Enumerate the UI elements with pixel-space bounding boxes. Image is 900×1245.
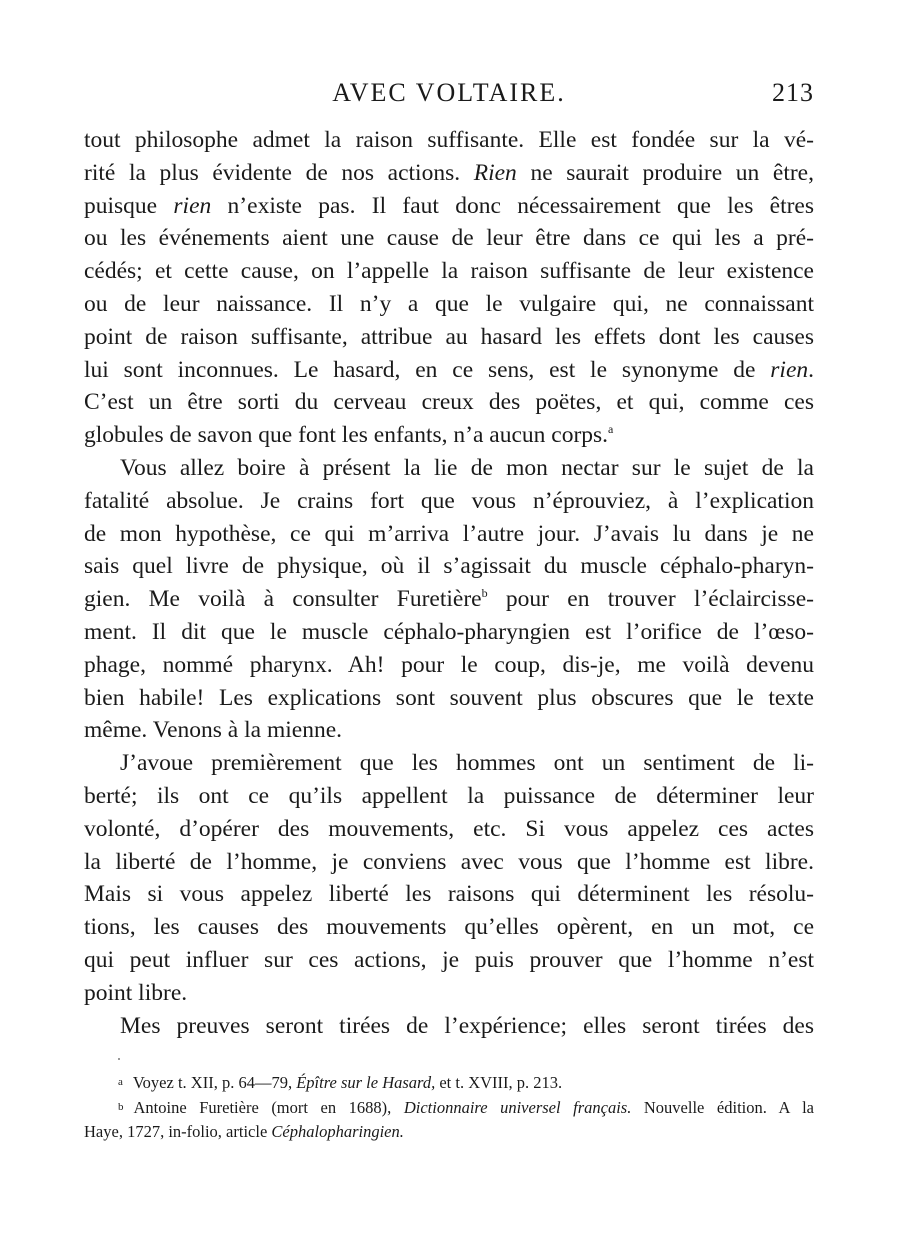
text-line: ou les événements aient une cause de leur être dans ce qui les a pré- (84, 225, 814, 252)
text-line: phage, nommé pharynx. Ah! pour le coup, dis-je, me voilà devenu (84, 651, 814, 678)
text-line: tout philosophe admet la raison suffisante. Elle est fondée sur la vé- (84, 127, 814, 153)
text-line: Vous allez boire à présent la lie de mon nectar sur le sujet de la (120, 454, 814, 481)
text-line: puisque rien n’existe pas. Il faut donc nécessairement que les êtres (84, 192, 815, 219)
footnote-a (84, 1070, 814, 1095)
text-line: sais quel livre de physique, où il s’agissait du muscle céphalo-pharyn- (84, 553, 814, 580)
footnote-b (84, 1095, 814, 1120)
footnote-separator-dot (118, 1058, 120, 1060)
running-title: AVEC VOLTAIRE. (332, 78, 566, 107)
footnote-title: Dictionnaire universel français. (403, 1098, 632, 1117)
text-line: cédés; et cette cause, on l’appelle la raison suffisante de leur existence (84, 258, 814, 285)
text-line: Mais si vous appelez liberté les raisons qui déterminent les résolu- (84, 881, 814, 908)
text-line-content: pour en trouver l’éclaircisse- (487, 586, 814, 613)
italic-word: rien (770, 356, 809, 383)
italic-word: rien (173, 192, 212, 219)
text-line: ou de leur naissance. Il n’y a que le vulgaire qui, ne connaissant (84, 290, 814, 317)
text-line-content: gien. Me voilà à consulter Furetière (84, 586, 482, 613)
footnote-text: et t. XVIII, p. 213. (435, 1073, 563, 1092)
text-line: rité la plus évidente de nos actions. Rien ne saurait produire un être, (84, 159, 814, 186)
footnote-text: Haye, 1727, in-folio, article (84, 1122, 272, 1141)
text-line: Mes preuves seront tirées de l’expérience; elles seront tirées des (120, 1012, 814, 1039)
text-line: fatalité absolue. Je crains fort que vous n’éprouviez, à l’explication (84, 487, 814, 514)
footnotes (84, 1070, 814, 1144)
text-line: bien habile! Les explications sont souvent plus obscures que le texte (84, 684, 814, 711)
text-line: même. Venons à la mienne. (84, 717, 342, 744)
text-line: qui peut influer sur ces actions, je puis prouver que l’homme n’est (84, 946, 814, 973)
text-line: J’avoue premièrement que les hommes ont un sentiment de li- (120, 750, 814, 777)
note-ref-a: a (608, 422, 614, 437)
note-ref-b: b (481, 586, 488, 601)
text-line: point de raison suffisante, attribue au hasard les effets dont les causes (84, 323, 814, 350)
paragraph-2 (84, 452, 814, 747)
paragraph-4 (84, 1010, 814, 1043)
text-line-content: globules de savon que font les enfants, n’a aucun corps. (84, 422, 609, 449)
text-line: de mon hypothèse, ce qui m’arriva l’autre jour. J’avais lu dans je ne (84, 520, 814, 547)
paragraph-1 (84, 124, 814, 452)
footnote-text: Nouvelle édition. A la (631, 1098, 814, 1117)
italic-word: Rien (473, 159, 517, 186)
text-line: volonté, d’opérer des mouvements, etc. Si vous appelez ces actes (84, 815, 814, 842)
text-line: point libre. (84, 979, 188, 1006)
footnote-text: Antoine Furetière (mort en 1688), (133, 1098, 404, 1117)
text-line: berté; ils ont ce qu’ils appellent la puissance de déterminer leur (84, 782, 814, 809)
text-line: lui sont inconnues. Le hasard, en ce sens, est le synonyme de rien. (84, 356, 814, 383)
text-line: ment. Il dit que le muscle céphalo-pharyngien est l’orifice de l’œso- (84, 618, 814, 645)
text-line (84, 419, 814, 452)
running-head (84, 78, 814, 114)
footnote-title: Céphalopharingien. (271, 1122, 404, 1141)
text-line: C’est un être sorti du cerveau creux des poëtes, et qui, comme ces (84, 389, 814, 416)
text-line: tions, les causes des mouvements qu’elles opèrent, en un mot, ce (84, 914, 814, 941)
footnote-text: Voyez t. XII, p. 64—79, (132, 1073, 297, 1092)
paragraph-3 (84, 747, 814, 1009)
footnote-title: Épître sur le Hasard, (296, 1073, 436, 1092)
footnote-marker: a (118, 1076, 123, 1088)
page-number: 213 (772, 78, 814, 107)
body-text (84, 124, 814, 1042)
text-line (84, 583, 814, 616)
footnote-b-continuation (84, 1120, 814, 1144)
footnote-marker: b (118, 1101, 124, 1113)
text-line: la liberté de l’homme, je conviens avec vous que l’homme est libre. (84, 848, 814, 875)
